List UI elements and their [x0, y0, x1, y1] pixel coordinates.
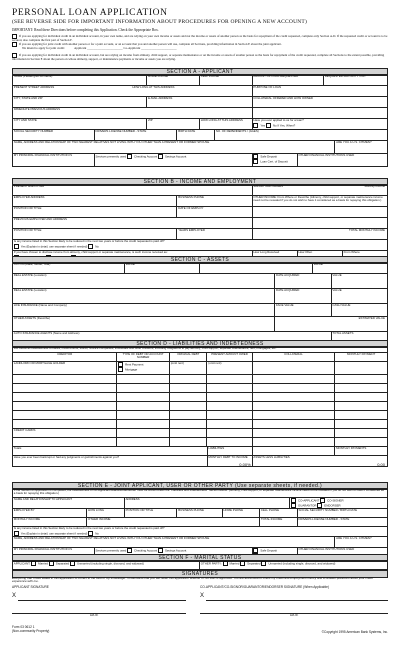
- section-f-grid: [12, 560, 388, 570]
- section-d-grid: [12, 346, 388, 467]
- field-payment-landlord[interactable]: [335, 362, 388, 374]
- field-cell-phone[interactable]: CELL PHONE: [200, 75, 253, 85]
- field-joint-bank[interactable]: MY PRINCIPAL FINANCIAL INSTITUTION IS: [12, 548, 95, 558]
- total-monthly-payments[interactable]: MONTHLY PAYMENTS: [335, 447, 388, 455]
- field-zip[interactable]: ZIP: [147, 119, 200, 129]
- joint-intro: If the Section of Application is completed, the indebtedness of Co-Applicant/Guarantor/Endorser must be shown under the "Liabilities and Indebtedness" Section above. (Alimony, child support, or separate maintenance income need not be revealed if you do not wish to have it considered as a basis for repaying this obligation.): [12, 489, 388, 497]
- form-revision: (Non-community Property): [12, 629, 50, 633]
- col-creditor: CREDITOR: [12, 353, 117, 361]
- option-joint[interactable]: If you are applying for joint credit with another person or for a joint account, or an account that you and another person will use, complete all Sections, providing information in Section E about the joint applicant.: [12, 42, 388, 47]
- field-debt-to-income[interactable]: MONTHLY DEBT TO INCOME 0.00%: [208, 456, 251, 466]
- section-e-grid: [12, 488, 388, 559]
- field-joint-safe-loan[interactable]: Safe Deposit: [253, 548, 298, 558]
- field-prev-address[interactable]: IMMEDIATE PREVIOUS ADDRESS: [12, 108, 253, 118]
- co-x-mark: X: [200, 593, 205, 599]
- field-joint-total-income[interactable]: TOTAL INCOME: [260, 518, 298, 526]
- field-safe-loan[interactable]: Safe Deposit Loan Cert. of Deposit: [253, 154, 298, 166]
- field-other-institutions[interactable]: OTHER FINANCIAL INSTITUTIONS USED: [298, 154, 388, 166]
- field-position[interactable]: POSITION OR TITLE: [12, 207, 177, 217]
- co-date-label: DATE: [290, 613, 299, 617]
- field-assets-less-liabilities[interactable]: ASSETS LESS LIABILITIES 0.00: [253, 456, 388, 466]
- applicant-signature-label: APPLICANT SIGNATURE: [12, 585, 49, 589]
- field-services-used[interactable]: Services presently used Checking Account Savings Account: [95, 154, 253, 166]
- col-type-debt: TYPE OF DEBT OR ACCOUNT NUMBER: [117, 353, 170, 361]
- applicant-date-label: DATE: [90, 613, 99, 617]
- section-a-grid: [12, 74, 388, 167]
- field-principal-bank[interactable]: MY PRINCIPAL FINANCIAL INSTITUTION IS: [12, 154, 95, 166]
- field-collateral-cont[interactable]: [253, 108, 388, 118]
- field-joint-role[interactable]: CO-APPLICANT CO-SIGNER GUARANTOR ENDORSER: [290, 498, 388, 508]
- field-real-estate-1[interactable]: REAL ESTATE (Location): [12, 274, 275, 288]
- field-business-phone[interactable]: BUSINESS PHONE: [177, 196, 252, 206]
- field-other-income-cont[interactable]: [253, 207, 388, 217]
- field-joint-us-citizen[interactable]: ARE YOU A U.S. CITIZEN?: [335, 537, 388, 547]
- field-ssn[interactable]: SOCIAL SECURITY NUMBER: [12, 130, 95, 140]
- applicant-x-mark: X: [12, 593, 17, 599]
- field-name[interactable]: NAME (Please give full name): [12, 75, 147, 85]
- form-title: PERSONAL LOAN APPLICATION: [12, 8, 168, 18]
- field-joint-home-phone[interactable]: HOME PHONE: [223, 509, 261, 517]
- col-monthly-payment: MONTHLY PAYMENT: [335, 353, 388, 361]
- field-relatives[interactable]: NAME, ADDRESS AND RELATIONSHIP OF TWO NEAREST RELATIVES NOT LIVING WITH YOU OTHER THAN A PRESENT OR FORMER SPOUSE: [12, 141, 335, 153]
- field-total-assets[interactable]: TOTAL ASSETS: [332, 332, 388, 344]
- field-joint-position[interactable]: POSITION OR TITLE: [125, 509, 178, 517]
- field-joint-business-phone[interactable]: BUSINESS PHONE: [177, 509, 222, 517]
- field-other-income-cont2[interactable]: [253, 218, 388, 228]
- field-joint-other-income[interactable]: OTHER INCOME: [87, 518, 260, 526]
- field-real-estate-2[interactable]: REAL ESTATE (Location): [12, 289, 275, 303]
- field-joint-other-inst[interactable]: OTHER FINANCIAL INSTITUTIONS USED: [298, 548, 388, 558]
- field-joint-cell-phone[interactable]: CELL PHONE: [260, 509, 298, 517]
- field-other-assets[interactable]: OTHER ASSETS (Describe): [12, 317, 275, 331]
- field-joint-monthly-income[interactable]: MONTHLY INCOME: [12, 518, 87, 526]
- field-bankrupt[interactable]: Have you ever been bankrupt or had any judgments or garnishments against you?: [12, 456, 208, 466]
- field-present-landlord[interactable]: (omit rent): [207, 362, 252, 374]
- field-city-state[interactable]: CITY AND STATE: [12, 119, 147, 129]
- field-how-often[interactable]: How Often: [298, 251, 343, 261]
- totals-label: Totals: [12, 447, 208, 455]
- section-a-header: SECTION A - APPLICANT: [12, 68, 388, 76]
- field-prev-position[interactable]: POSITION OR TITLE: [12, 229, 177, 239]
- copyright: ©Copyright 1995 American Bank Systems, Inc.: [321, 630, 388, 634]
- field-city[interactable]: CITY, STATE AND ZIP: [12, 97, 147, 107]
- field-original-landlord[interactable]: (omit rent): [170, 362, 208, 374]
- section-b-header: SECTION B - INCOME AND EMPLOYMENT: [12, 178, 388, 186]
- field-amount[interactable]: AMOUNT OF LOAN REQUESTED: [253, 75, 324, 85]
- form-subtitle: (SEE REVERSE SIDE FOR IMPORTANT INFORMATION ABOUT PROCEDURES FOR OPENING A NEW ACCOUNT): [12, 19, 308, 25]
- field-joint-ssn[interactable]: SOCIAL SECURITY NUMBER / BIRTH DATE: [298, 509, 388, 517]
- field-applied-before[interactable]: Have you ever applied to us for a loan? Yes No If Yes, When?: [253, 119, 388, 129]
- field-auto-value-1[interactable]: VALUE: [125, 263, 200, 273]
- liabilities-intro: List below all indebtedness to banks, credit unions, stores, finance companies, individuals and other creditors, including obligations to pay alimony, child support, separate maintenance, rent, mortgages, etc.: [12, 347, 388, 352]
- field-how-long-received[interactable]: How Long Received: [253, 251, 298, 261]
- field-street[interactable]: PRESENT STREET ADDRESS HOW LONG AT THIS ADDRESS: [12, 86, 253, 96]
- field-us-citizen[interactable]: ARE YOU A U.S. CITIZEN?: [335, 141, 388, 153]
- field-auto-insurance[interactable]: AUTO INSURANCE AGENTS (Name and Address): [12, 332, 332, 344]
- field-autos[interactable]: AUTOS (Make, Model, Year): [12, 263, 125, 273]
- field-life-insurance[interactable]: LIFE INSURANCE (Name and Company): [12, 304, 275, 316]
- field-auto-value-2[interactable]: VALUE: [313, 263, 388, 273]
- option-relying[interactable]: If you are applying for individual credit in an individual account, but are relying on income from alimony, child support, or separate maintenance or on the income or assets of another person as the basis for repayment of the credit requested, complete all Sections to the extent possible, providing information in Section E about the person on whose alimony, support, or maintenance payments or income or assets you are relying.: [12, 53, 385, 62]
- field-joint-how-long[interactable]: HOW LONG: [87, 509, 125, 517]
- field-joint-employed-by[interactable]: EMPLOYED BY: [12, 509, 87, 517]
- field-present-employer[interactable]: PRESENT EMPLOYER: [12, 185, 253, 195]
- field-real-value-2[interactable]: VALUE: [332, 289, 388, 303]
- field-purpose[interactable]: PURPOSE OF LOAN: [253, 86, 388, 96]
- section-e-header: SECTION E - JOINT APPLICANT, USER OR OTHER PARTY (Use separate sheets, if needed.): [12, 482, 388, 490]
- field-total-monthly-income[interactable]: TOTAL MONTHLY INCOME: [253, 229, 388, 239]
- field-from-where[interactable]: From Where: [343, 251, 388, 261]
- field-joint-name[interactable]: NAME AND RELATIONSHIP TO APPLICANT: [12, 498, 125, 508]
- section-c-grid: [12, 262, 388, 345]
- field-date-acquired-2[interactable]: DATE ACQUIRED: [275, 289, 331, 303]
- field-real-value-1[interactable]: VALUE: [332, 274, 388, 288]
- section-f-header: SECTION F - MARITAL STATUS: [12, 554, 388, 562]
- signature-statement: Everything that I have stated in this application is correct to the best of my knowledge. I understand that you will retain this application whether or not loan is approved. You are authorized to check my credit and employment history and to answer questions about your credit experience with me.: [12, 576, 373, 584]
- col-original-debt: ORIGINAL DEBT: [170, 353, 208, 361]
- signatures-header: SIGNATURES: [12, 570, 388, 578]
- field-home-phone[interactable]: HOME PHONE: [147, 75, 200, 85]
- co-signature-label: CO-APPLICANT/CO-SIGNOR/GUARANTOR/ENDORSER SIGNATURE (When Applicable): [200, 585, 329, 589]
- field-how-long-prev[interactable]: HOW LONG AT THIS ADDRESS: [200, 119, 253, 129]
- total-liabilities[interactable]: LIABILITIES: [208, 447, 253, 455]
- section-c-header: SECTION C - ASSETS: [12, 256, 388, 264]
- option-individual[interactable]: If you are applying for individual credit in an individual account, in your own name, and are relying on your own income or assets and not the income or assets of another person as the basis for repayment of the credit requested, complete only Section A-D. If the requested credit or account is to be secured, also complete the first part of Section F.: [12, 34, 388, 43]
- field-other-party-marital[interactable]: OTHER PARTY: Married Separated Unmarried (including single, divorced, and widowed): [200, 561, 388, 569]
- field-joint-address[interactable]: ADDRESS: [125, 498, 290, 508]
- field-alimony-received[interactable]: If you have chosen to disclose income from alimony, child support or separate maintenance, is such income received as:: [12, 251, 253, 261]
- field-maturity[interactable]: REQUESTED MATURITY / PAY: [324, 75, 388, 85]
- field-date-employ[interactable]: DATE OF EMPLOY: [177, 207, 252, 217]
- field-landlord[interactable]: LANDLORD OR MORTGAGE HOLDER: [12, 362, 117, 374]
- field-previous-employer[interactable]: PREVIOUS EMPLOYER AND ADDRESS: [12, 218, 253, 228]
- field-autos-2[interactable]: [200, 263, 313, 273]
- field-years-employed[interactable]: YEARS EMPLOYED: [177, 229, 252, 239]
- col-collateral: COLLATERAL: [253, 353, 336, 361]
- field-drivers-license[interactable]: DRIVERS LICENSE NUMBER - STATE: [95, 130, 178, 140]
- applicant-signature-line[interactable]: [18, 600, 186, 601]
- field-credit-cards[interactable]: CREDIT CARDS: [12, 429, 117, 437]
- field-birth-date[interactable]: BIRTH DATE: [177, 130, 215, 140]
- field-income-reduced[interactable]: Is any income listed in this Section likely to be reduced in the next two years or before the credit requested is paid off? Yes (Explain in detail, use separate sheet if needed) No: [12, 240, 388, 250]
- field-collateral-landlord[interactable]: [253, 362, 336, 374]
- field-salary[interactable]: SALARY AND WAGES Monthly Income: [253, 185, 388, 195]
- field-joint-relatives[interactable]: NAME, ADDRESS AND RELATIONSHIP OF TWO NEAREST RELATIVES NOT LIVING WITH YOU OTHER THAN A PRESENT OR FORMER SPOUSE: [12, 537, 335, 547]
- section-b-grid: [12, 184, 388, 262]
- field-email[interactable]: E-MAIL ADDRESS: [147, 97, 252, 107]
- col-present-owed: PRESENT AMOUNT OWED: [207, 353, 252, 361]
- field-other-income[interactable]: OTHER INCOME: From Where or Describe (Alimony, child support, or separate maintenance income need not be revealed if you do not wish to have it considered as a basis for repaying this obligation.): [253, 196, 388, 206]
- field-estimated-value[interactable]: ESTIMATED VALUE: [275, 317, 388, 331]
- field-face-value[interactable]: FACE VALUE: [275, 304, 331, 316]
- field-cash-value[interactable]: CASH VALUE: [332, 304, 388, 316]
- field-employer-address[interactable]: EMPLOYER ADDRESS: [12, 196, 177, 206]
- field-applicant-marital[interactable]: APPLICANT: Married Separated Unmarried (including single, divorced, and widowed): [12, 561, 200, 569]
- joint-intent-row: We intend to apply for joint credit: Applicant _______________________ Co-Applicant _______________________: [22, 46, 177, 50]
- field-joint-dl[interactable]: DRIVERS LICENSE NUMBER - STATE: [298, 518, 388, 526]
- field-collateral[interactable]: COLLATERAL OFFERED AND HOW OWNED: [253, 97, 388, 107]
- form-number: Form 03 0612 1: [12, 625, 35, 629]
- field-joint-income-reduced[interactable]: Is any income listed in this Section likely to be reduced in the next two years or before the credit requested is paid off? Yes (Explain in detail, use separate sheet if needed) No: [12, 527, 388, 536]
- important-note: IMPORTANT: Read these Directions before completing this Application. Check the Appropriate Box.: [12, 28, 159, 32]
- section-d-header: SECTION D - LIABILITIES AND INDEBTEDNESS: [12, 340, 388, 348]
- option-joint-checkbox[interactable]: [12, 42, 17, 47]
- applicant-date-line[interactable]: [12, 613, 186, 614]
- field-rent-mortgage[interactable]: Rent Payment Mortgage: [117, 362, 170, 374]
- co-signature-line[interactable]: [206, 600, 388, 601]
- field-dependents[interactable]: NO. OF DEPENDENTS / (AGES): [215, 130, 388, 140]
- field-date-acquired-1[interactable]: DATE ACQUIRED: [275, 274, 331, 288]
- field-joint-services[interactable]: Services presently used Checking Account Savings Account: [95, 548, 253, 558]
